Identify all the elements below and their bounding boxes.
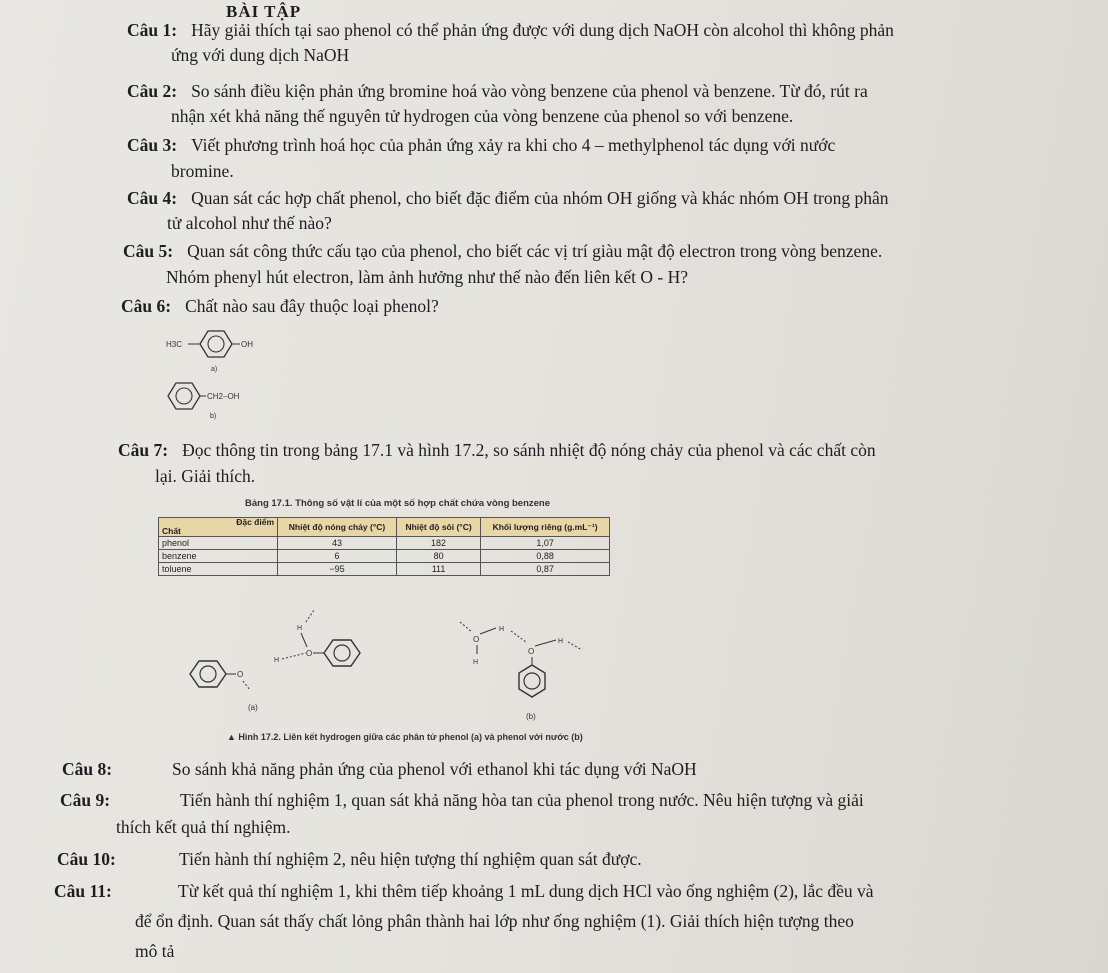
question-1-line-2: ứng với dung dịch NaOH [171,45,350,65]
figure-a-label: (a) [248,703,258,712]
table-row: benzene 6 80 0,88 [159,550,610,563]
question-2-line-1: Câu 2: So sánh điều kiện phản ứng bromine hoá vào vòng benzene của phenol và benzene. Từ đó, rút ra [127,81,868,101]
table-row: toluene −95 111 0,87 [159,563,610,576]
question-9-label: Câu 9: [60,790,111,810]
figure-b-structure [460,622,582,721]
properties-table [158,517,610,576]
benzene-ring-icon [200,331,232,357]
benzene-ring-icon [324,640,360,666]
option-a-right-group: OH [241,340,253,349]
atom-o: O [306,649,313,658]
atom-h: H [473,659,479,666]
option-a-structure [166,331,253,373]
atom-h: H [274,657,280,664]
question-6-label: Câu 6: [121,296,172,316]
question-10-line-1: Câu 10: Tiến hành thí nghiệm 2, nêu hiện tượng thí nghiệm quan sát được. [57,849,642,869]
phenol-options-figure [160,322,300,422]
question-11-line-2: để ổn định. Quan sát thấy chất lỏng phân thành hai lớp như ống nghiệm (1). Giải thích hiện tượng theo [135,911,854,931]
atom-h: H [499,626,505,633]
question-9-line-2: thích kết quả thí nghiệm. [116,817,291,837]
question-2-label: Câu 2: [127,81,178,101]
question-4-label: Câu 4: [127,188,178,208]
figure-b-label: (b) [526,712,536,721]
atom-o: O [528,647,535,656]
question-4-line-2: tử alcohol như thế nào? [167,213,332,233]
question-11-label: Câu 11: [54,881,112,901]
question-6-line-1: Câu 6: Chất nào sau đây thuộc loại phenol? [121,296,439,316]
option-b-structure [168,383,240,420]
question-8-line-1: Câu 8: So sánh khả năng phản ứng của phenol với ethanol khi tác dụng với NaOH [62,759,697,779]
question-1-label: Câu 1: [127,20,178,40]
question-5-line-2: Nhóm phenyl hút electron, làm ảnh hưởng như thế nào đến liên kết O - H? [166,267,688,287]
question-1-line-1: Câu 1: Hãy giải thích tại sao phenol có thể phản ứng được với dung dịch NaOH còn alcohol thì không phản [127,20,894,40]
question-2-line-2: nhận xét khả năng thế nguyên tử hydrogen của vòng benzene của phenol so với benzene. [171,106,794,126]
atom-h: H [558,638,564,645]
question-9-line-1: Câu 9: Tiến hành thí nghiệm 1, quan sát khả năng hòa tan của phenol trong nước. Nêu hiện tượng và giải [60,790,864,810]
atom-h: H [297,625,303,632]
figure-caption: ▲ Hình 17.2. Liên kết hydrogen giữa các phân tử phenol (a) và phenol với nước (b) [227,732,583,742]
question-8-label: Câu 8: [62,759,113,779]
header-boiling-point: Nhiệt độ sôi (°C) [396,518,480,537]
atom-o: O [237,670,244,679]
question-11-line-3: mô tả [135,941,175,961]
question-5-label: Câu 5: [123,241,174,261]
benzene-ring-icon [190,661,226,687]
table-corner-cell: Đặc điểm Chất [159,518,278,537]
header-melting-point: Nhiệt độ nóng chảy (°C) [278,518,397,537]
atom-o: O [473,635,480,644]
question-11-line-1: Câu 11: Từ kết quả thí nghiệm 1, khi thêm tiếp khoảng 1 mL dung dịch HCl vào ống nghiệm (2), lắc đều và [54,881,874,901]
option-a-label: a) [211,366,218,373]
question-4-line-1: Câu 4: Quan sát các hợp chất phenol, cho biết đặc điểm của nhóm OH giống và khác nhóm OH trong phân [127,188,889,208]
question-5-line-1: Câu 5: Quan sát công thức cấu tạo của phenol, cho biết các vị trí giàu mật độ electron trong vòng benzene. [123,241,883,261]
hydrogen-bond-figure [180,602,620,730]
option-a-left-group: H3C [166,340,183,349]
question-7-line-2: lại. Giải thích. [155,466,256,486]
benzene-ring-icon [519,665,545,697]
question-3-label: Câu 3: [127,135,178,155]
table-row: phenol 43 182 1,07 [159,537,610,550]
page-title: BÀI TẬP [226,2,302,21]
question-7-line-1: Câu 7: Đọc thông tin trong bảng 17.1 và hình 17.2, so sánh nhiệt độ nóng chảy của phenol và các chất còn [118,440,876,460]
benzene-ring-icon [168,383,200,409]
question-3-line-1: Câu 3: Viết phương trình hoá học của phản ứng xảy ra khi cho 4 – methylphenol tác dụng với nước [127,135,836,155]
option-b-label: b) [210,413,217,420]
question-7-label: Câu 7: [118,440,169,460]
question-10-label: Câu 10: [57,849,116,869]
header-density: Khối lượng riêng (g.mL⁻¹) [481,518,610,537]
table-caption: Bảng 17.1. Thông số vật lí của một số hợp chất chứa vòng benzene [245,498,551,509]
figure-a-structure [190,610,360,712]
table-header-row [159,518,610,537]
question-3-line-2: bromine. [171,161,234,181]
option-b-group: CH2–OH [207,392,240,401]
